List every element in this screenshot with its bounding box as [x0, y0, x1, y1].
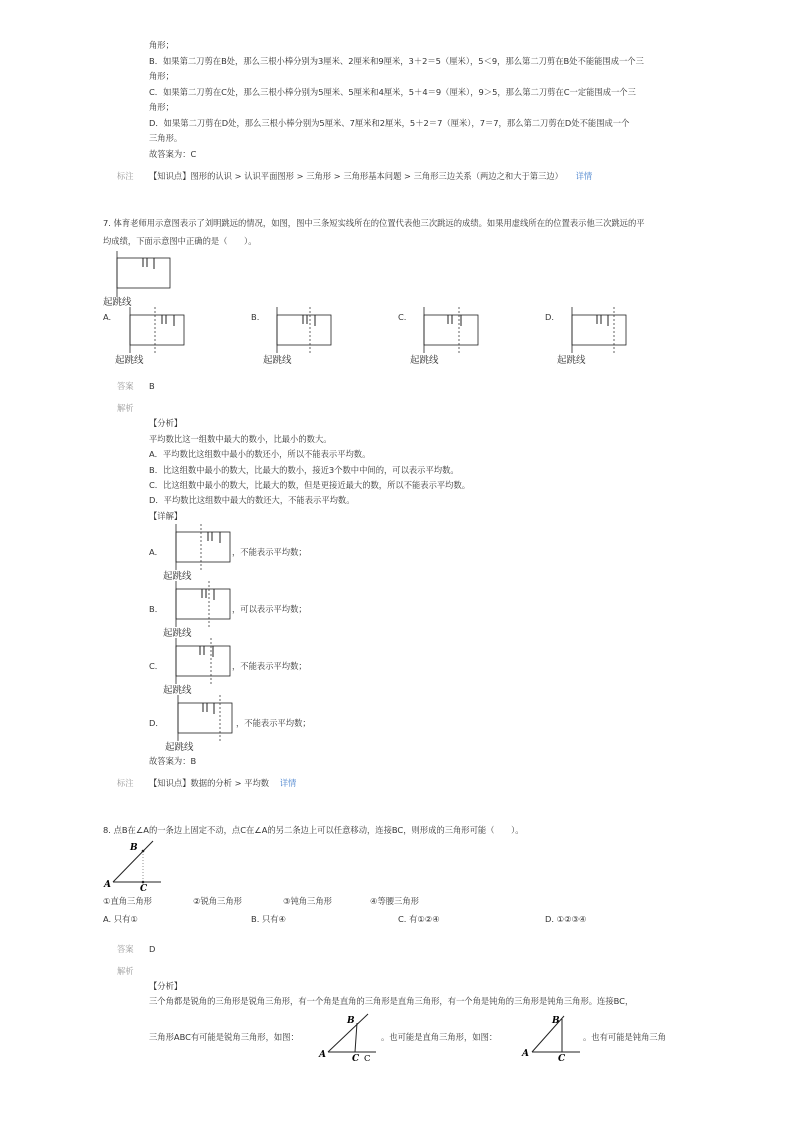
q7-detail-head: 【详解】: [149, 511, 183, 521]
q7-tag-text: [149, 778, 296, 789]
acute-point-b-label: B: [347, 1016, 355, 1026]
q7-detail-a-text: ，不能表示平均数；: [232, 547, 307, 557]
q8-analysis-head: 【分析】: [149, 981, 183, 991]
q7-option-a-figure: [124, 307, 188, 355]
q6-text-line: D．如果第二刀剪在D处，那么三根小棒分别为5厘米、7厘米和2厘米，5＋2＝7（厘米），7＝7，那么第二刀剪在D处不能围成一个: [149, 118, 630, 128]
q7-conclusion: 故答案为：B: [149, 756, 197, 766]
q7-detail-a-figure: [170, 524, 234, 572]
acute-point-c-label-extra: C: [364, 1054, 371, 1064]
q6-text-line: C．如果第二刀剪在C处，那么三根小棒分别为5厘米、5厘米和4厘米，5＋4＝9（厘米），9＞5，那么第二刀剪在C一定能围成一个三: [149, 87, 636, 97]
option-a-start-line-label: 起跳线: [115, 355, 144, 366]
q7-detail-d-figure: [172, 695, 236, 743]
q7-detail-d-text: ，不能表示平均数；: [236, 718, 311, 728]
right-point-c-label: C: [558, 1054, 566, 1064]
q7-analysis-line: A．平均数比这组数中最小的数还小，所以不能表示平均数。: [149, 449, 371, 459]
q7-detail-c-letter: C．: [149, 661, 164, 671]
q8-kind-3: ③钝角三角形: [283, 896, 332, 906]
q6-tag-text: [149, 171, 592, 182]
q8-option-d: D. ①②③④: [545, 914, 587, 924]
q8-acute-triangle-figure: [318, 1012, 380, 1062]
point-a-label: A: [104, 880, 111, 890]
q7-analysis-line: B．比这组数中最小的数大，比最大的数小，接近3个数中中间的，可以表示平均数。: [149, 465, 459, 475]
q8-option-c: C. 有①②④: [398, 914, 440, 924]
q6-text-line: 角形；: [149, 71, 174, 81]
q6-text-line: 角形；: [149, 40, 174, 50]
q7-tag-label: 标注: [117, 778, 134, 788]
q7-option-b-figure: [271, 307, 335, 355]
q7-detail-b-text: ，可以表示平均数；: [232, 604, 307, 614]
q7-option-c-letter: C.: [398, 312, 407, 322]
q7-option-c-figure: [418, 307, 482, 355]
point-c-label: C: [140, 884, 148, 894]
start-line-label: 起跳线: [103, 297, 132, 308]
q8-stem: 8. 点B在∠A的一条边上固定不动，点C在∠A的另二条边上可以任意移动，连接BC，则形成的三角形可能（ ）。: [103, 825, 524, 835]
q6-text-line: B．如果第二刀剪在B处，那么三根小棒分别为3厘米、2厘米和9厘米，3＋2＝5（厘米），5＜9，那么第二刀剪在B处不能能围成一个三: [149, 56, 644, 66]
q6-detail-link[interactable]: 详情: [575, 171, 593, 181]
q8-angle-figure: [103, 839, 165, 894]
q7-analysis-label: 解析: [117, 403, 134, 413]
q8-analysis-line2c: 。也有可能是钝角三角: [583, 1032, 666, 1042]
detail-c-start-line-label: 起跳线: [163, 685, 192, 696]
q7-stem-line2: 均成绩，下面示意图中正确的是（ ）。: [103, 236, 257, 246]
q7-option-d-letter: D.: [545, 312, 555, 322]
q8-kind-4: ④等腰三角形: [370, 896, 419, 906]
q8-analysis-line2b: 。也可能是直角三角形，如图：: [381, 1032, 498, 1042]
q7-detail-b-letter: B．: [149, 604, 163, 614]
q7-detail-a-letter: A．: [149, 547, 163, 557]
detail-b-start-line-label: 起跳线: [163, 628, 192, 639]
q6-conclusion: 故答案为：C: [149, 149, 197, 159]
q7-detail-c-figure: [170, 638, 234, 686]
q8-kind-2: ②锐角三角形: [193, 896, 242, 906]
q8-answer: D: [149, 944, 156, 954]
acute-point-c-label: C: [352, 1054, 360, 1064]
q7-detail-c-text: ，不能表示平均数；: [232, 661, 307, 671]
right-point-b-label: B: [552, 1016, 560, 1026]
q7-detail-b-figure: [170, 581, 234, 629]
option-b-start-line-label: 起跳线: [263, 355, 292, 366]
q8-analysis-line1: 三个角都是锐角的三角形是锐角三角形，有一个角是直角的三角形是直角三角形，有一个角是钝角的三角形是钝角三角形。连接BC，: [149, 996, 634, 1006]
q7-analysis-head: 【分析】: [149, 418, 183, 428]
point-b-label: B: [130, 843, 138, 853]
option-c-start-line-label: 起跳线: [410, 355, 439, 366]
q8-option-a: A. 只有①: [103, 914, 138, 924]
q8-kind-1: ①直角三角形: [103, 896, 152, 906]
right-point-a-label: A: [522, 1049, 529, 1059]
q6-tag-label: 标注: [117, 171, 134, 181]
q8-analysis-label: 解析: [117, 966, 134, 976]
q7-answer-label: 答案: [117, 381, 134, 391]
q7-analysis-line: 平均数比这一组数中最大的数小，比最小的数大。: [149, 434, 332, 444]
q7-analysis-line: D．平均数比这组数中最大的数还大，不能表示平均数。: [149, 495, 355, 505]
q8-analysis-line2a: 三角形ABC有可能是锐角三角形，如图：: [149, 1032, 299, 1042]
option-d-start-line-label: 起跳线: [557, 355, 586, 366]
q7-detail-link[interactable]: 详情: [279, 778, 297, 788]
q6-text-line: 角形；: [149, 102, 174, 112]
q6-text-line: 三角形。: [149, 133, 183, 143]
q7-analysis-line: C．比这组数中最小的数大，比最大的数，但是更接近最大的数，所以不能表示平均数。: [149, 480, 471, 490]
q7-answer: B: [149, 381, 155, 391]
q8-option-b: B. 只有④: [251, 914, 286, 924]
q7-option-a-letter: A.: [103, 312, 112, 322]
detail-a-start-line-label: 起跳线: [163, 571, 192, 582]
q7-option-b-letter: B.: [251, 312, 260, 322]
detail-d-start-line-label: 起跳线: [165, 742, 194, 753]
acute-point-a-label: A: [319, 1050, 326, 1060]
q8-answer-label: 答案: [117, 944, 134, 954]
q7-stem-line1: 7. 体育老师用示意图表示了刘明跳远的情况，如图，图中三条短实线所在的位置代表他三次跳远的成绩。如果用虚线所在的位置表示他三次跳远的平: [103, 218, 645, 228]
q7-detail-d-letter: D．: [149, 718, 164, 728]
q7-tag-knowledge: 【知识点】数据的分析 > 平均数: [149, 778, 270, 788]
q7-option-d-figure: [566, 307, 630, 355]
q8-right-triangle-figure: [520, 1012, 582, 1062]
q6-tag-knowledge: 【知识点】图形的认识 > 认识平面图形 > 三角形 > 三角形基本问题 > 三角形三边关系（两边之和大于第三边）: [149, 171, 563, 181]
